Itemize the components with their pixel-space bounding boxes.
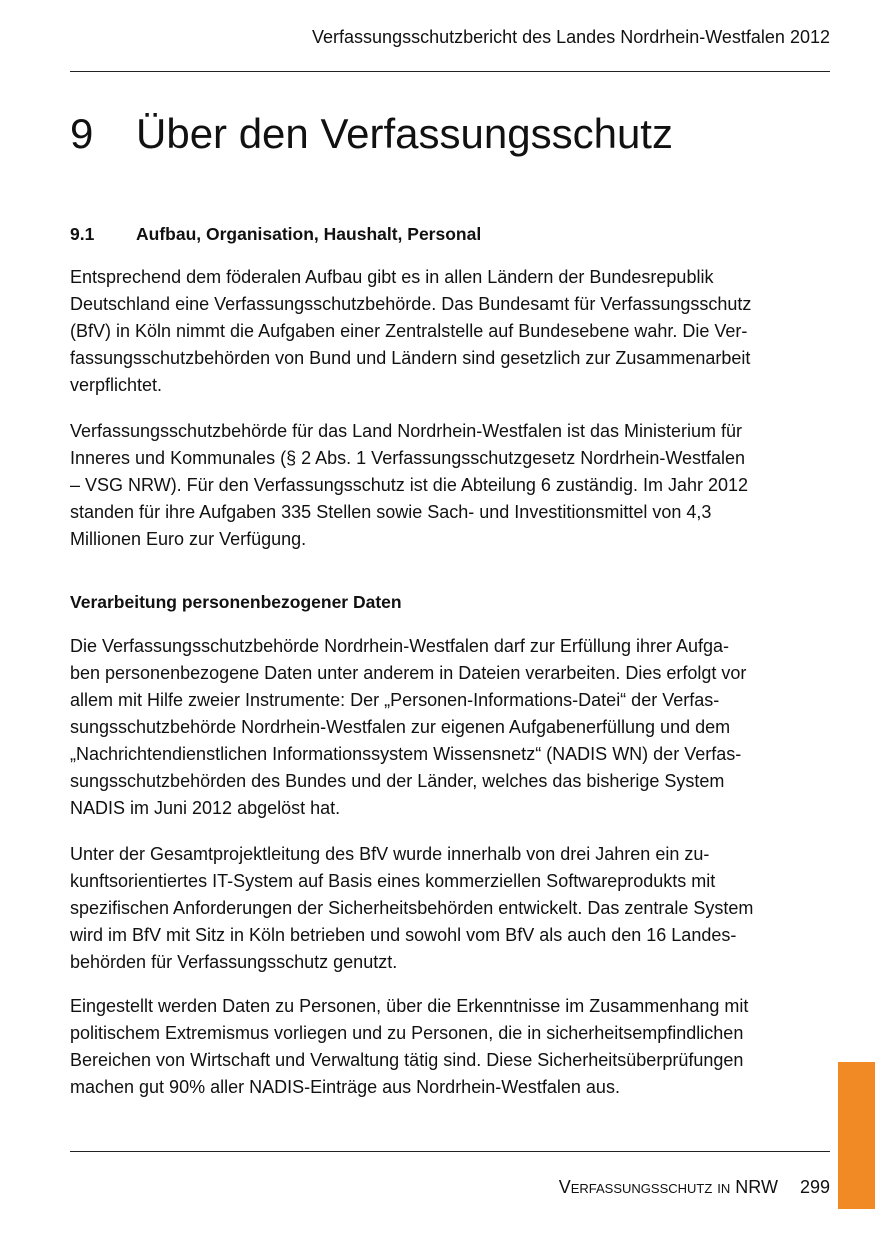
- chapter-thumb-tab: [838, 1062, 875, 1209]
- body-paragraph: Entsprechend dem föderalen Aufbau gibt es in allen Ländern der Bundesrepublik Deutschland eine Verfassungsschutzbehörde. Das Bundesamt für Verfassungsschutz (BfV) in Köln nimmt die Aufgaben einer Zentralstelle auf Bundesebene wahr. Die Ver- fassungsschutzbehörden von Bund und Ländern sind gesetzlich zur Zusammenarbeit verpflichtet.: [70, 267, 752, 395]
- running-header: Verfassungsschutzbericht des Landes Nordrhein-Westfalen 2012: [312, 27, 830, 47]
- section-title: Aufbau, Organisation, Haushalt, Personal: [136, 224, 482, 244]
- chapter-heading: [70, 108, 673, 160]
- chapter-number: 9: [70, 110, 94, 157]
- section-heading: [70, 223, 481, 245]
- footer-rule: [70, 1151, 830, 1152]
- footer-runner: Verfassungsschutz in NRW: [558, 1177, 778, 1197]
- section-number: 9.1: [70, 224, 95, 244]
- chapter-title: Über den Verfassungsschutz: [136, 110, 673, 157]
- page-number: 299: [799, 1177, 830, 1197]
- page-footer: [559, 1176, 830, 1198]
- header-rule: [70, 71, 830, 72]
- body-paragraph: Eingestellt werden Daten zu Personen, über die Erkenntnisse im Zusammenhang mit politischem Extremismus vorliegen und zu Personen, die in sicherheitsempfindlichen Bereichen von Wirtschaft und Verwaltung tätig sind. Diese Sicherheitsüberprüfungen machen gut 90% aller NADIS-Einträge aus Nordrhein-Westfalen aus.: [70, 996, 749, 1097]
- body-paragraph: Verfassungsschutzbehörde für das Land Nordrhein-Westfalen ist das Ministerium für Inneres und Kommunales (§ 2 Abs. 1 Verfassungsschutzgesetz Nordrhein-Westfalen – VSG NRW). Für den Verfassungsschutz ist die Abteilung 6 zuständig. Im Jahr 2012 standen für ihre Aufgaben 335 Stellen sowie Sach- und Investitionsmittel von 4,3 Millionen Euro zur Verfügung.: [70, 421, 749, 549]
- body-paragraph: Unter der Gesamtprojektleitung des BfV wurde innerhalb von drei Jahren ein zu- kunftsorientiertes IT-System auf Basis eines kommerziellen Softwareprodukts mit spezifischen Anforderungen der Sicherheitsbehörden entwickelt. Das zentrale System wird im BfV mit Sitz in Köln betrieben und sowohl vom BfV als auch den 16 Landes- behörden für Verfassungsschutz genutzt.: [70, 844, 754, 972]
- body-paragraph: Die Verfassungsschutzbehörde Nordrhein-Westfalen darf zur Erfüllung ihrer Aufga- ben personenbezogene Daten unter anderem in Dateien verarbeiten. Dies erfolgt vor allem mit Hilfe zweier Instrumente: Der „Personen-Informations-Datei“ der Verfas- sungsschutzbehörde Nordrhein-Westfalen zur eigenen Aufgabenerfüllung und dem „Nachrichtendienstlichen Informationssystem Wissensnetz“ (NADIS WN) der Verfas- sungsschutzbehörden des Bundes und der Länder, welches das bisherige System NADIS im Juni 2012 abgelöst hat.: [70, 636, 747, 818]
- subheading: Verarbeitung personenbezogener Daten: [70, 592, 402, 612]
